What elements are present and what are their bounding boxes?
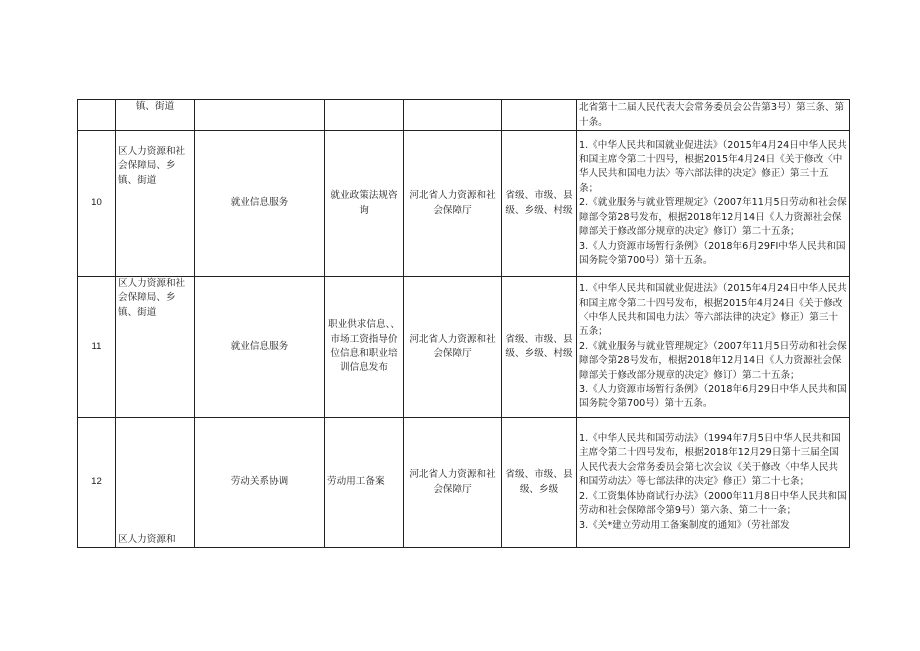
- legal-basis-entry: 1.《中华人民共和国劳动法》（1994年7月5日中华人民共和国主席令第二十四号发布，根据2018年12月29日第十三届全国人民代表大会常务委员会第七次会议《关于修改〈中华人民共和国劳动法〉等七部法律的决定》修正）第二十七条；: [579, 433, 841, 488]
- organization-cell: 河北省人力资源和社会保障厅: [404, 418, 502, 548]
- table-row: [78, 131, 850, 277]
- row-number-cell: [78, 100, 116, 131]
- category-cell: 就业信息服务: [195, 277, 325, 418]
- legal-basis-entry: 2.《工资集体协商试行办法》（2000年11月8日中华人民共和国劳动和社会保障部令第9号）第六条、第二十一条；: [579, 490, 847, 517]
- table-row: [78, 100, 850, 131]
- level-cell: [502, 100, 577, 131]
- level-cell: 省级、市级、县级、乡级: [502, 418, 577, 548]
- row-number-cell: 12: [78, 418, 116, 548]
- legal-basis-entry: 北省第十二届人民代表大会常务委员会公告第3号）第三条、第十条。: [579, 102, 845, 128]
- row-number-cell: 10: [78, 131, 116, 277]
- department-cell: 镇、街道: [116, 100, 195, 131]
- organization-cell: 河北省人力资源和社会保障厅: [404, 131, 502, 277]
- department-cell: 区人力资源和: [116, 418, 195, 548]
- level-cell: 省级、市级、县级、乡级、村级: [502, 277, 577, 418]
- item-cell: [325, 100, 404, 131]
- legal-basis-cell: [577, 100, 850, 131]
- legal-basis-entry: 3.《人力资源市场暂行条例》（2018年6月29FI中华人民共和国国务院令第700号）第十五条。: [579, 240, 846, 266]
- legal-basis-entry: 2.《就业服务与就业管理规定》（2007年11月5日劳动和社会保障部令第28号发布，根据2018年12月14日《人力资源社会保障部关于修改部分规章的决定》修订）第二十五条；: [579, 340, 847, 381]
- level-cell: 省级、市级、县级、乡级、村级: [502, 131, 577, 277]
- legal-basis-cell: [577, 131, 850, 277]
- legal-basis-entry: 3.《人力资源市场暂行条例》（2018年6月29日中华人民共和国国务院令第700号）第十五条。: [579, 384, 847, 410]
- item-cell: 职业供求信息、、市场工资指导价位信息和职业培训信息发布: [325, 277, 404, 418]
- category-cell: 就业信息服务: [195, 131, 325, 277]
- legal-basis-entry: 3.《关*建立劳动用工备案制度的通知》（劳社部发: [579, 519, 790, 531]
- item-cell: 劳动用工备案: [325, 418, 404, 548]
- service-items-table: [77, 99, 850, 548]
- legal-basis-entry: 2.《就业服务与就业管理规定》（2007年11月5日劳动和社会保障部令第28号发布，根据2018年12月14日《人力资源社会保障部关于修改部分规章的决定》修订）第二十五条；: [579, 197, 847, 238]
- legal-basis-entry: 1.《中华人民共和国就业促进法》（2015年4月24日中华人民共和国主席令第二十四号，根据2015年4月24日《关于修改〈中华人民共和国电力法〉等六部法律的决定》修正）第三十五条；: [579, 139, 847, 194]
- department-cell: 区人力资源和社会保障局、乡镇、街道: [116, 277, 195, 418]
- organization-cell: 河北省人力资源和社会保障厅: [404, 277, 502, 418]
- legal-basis-cell: [577, 277, 850, 418]
- organization-cell: [404, 100, 502, 131]
- category-cell: 劳动关系协调: [195, 418, 325, 548]
- legal-basis-entry: 1.《中华人民共和国就业促进法》（2015年4月24日中华人民共和国主席令第二十四号发布，根据2015年4月24日《关于修改〈中华人民共和国电力法〉等六部法律的决定》修正）第三十五条；: [579, 283, 847, 338]
- table-row: [78, 277, 850, 418]
- row-number-cell: 11: [78, 277, 116, 418]
- category-cell: [195, 100, 325, 131]
- legal-basis-cell: [577, 418, 850, 548]
- table-row: [78, 418, 850, 548]
- department-cell: 区人力资源和社会保障局、乡镇、街道: [116, 131, 195, 277]
- item-cell: 就业政策法规咨询: [325, 131, 404, 277]
